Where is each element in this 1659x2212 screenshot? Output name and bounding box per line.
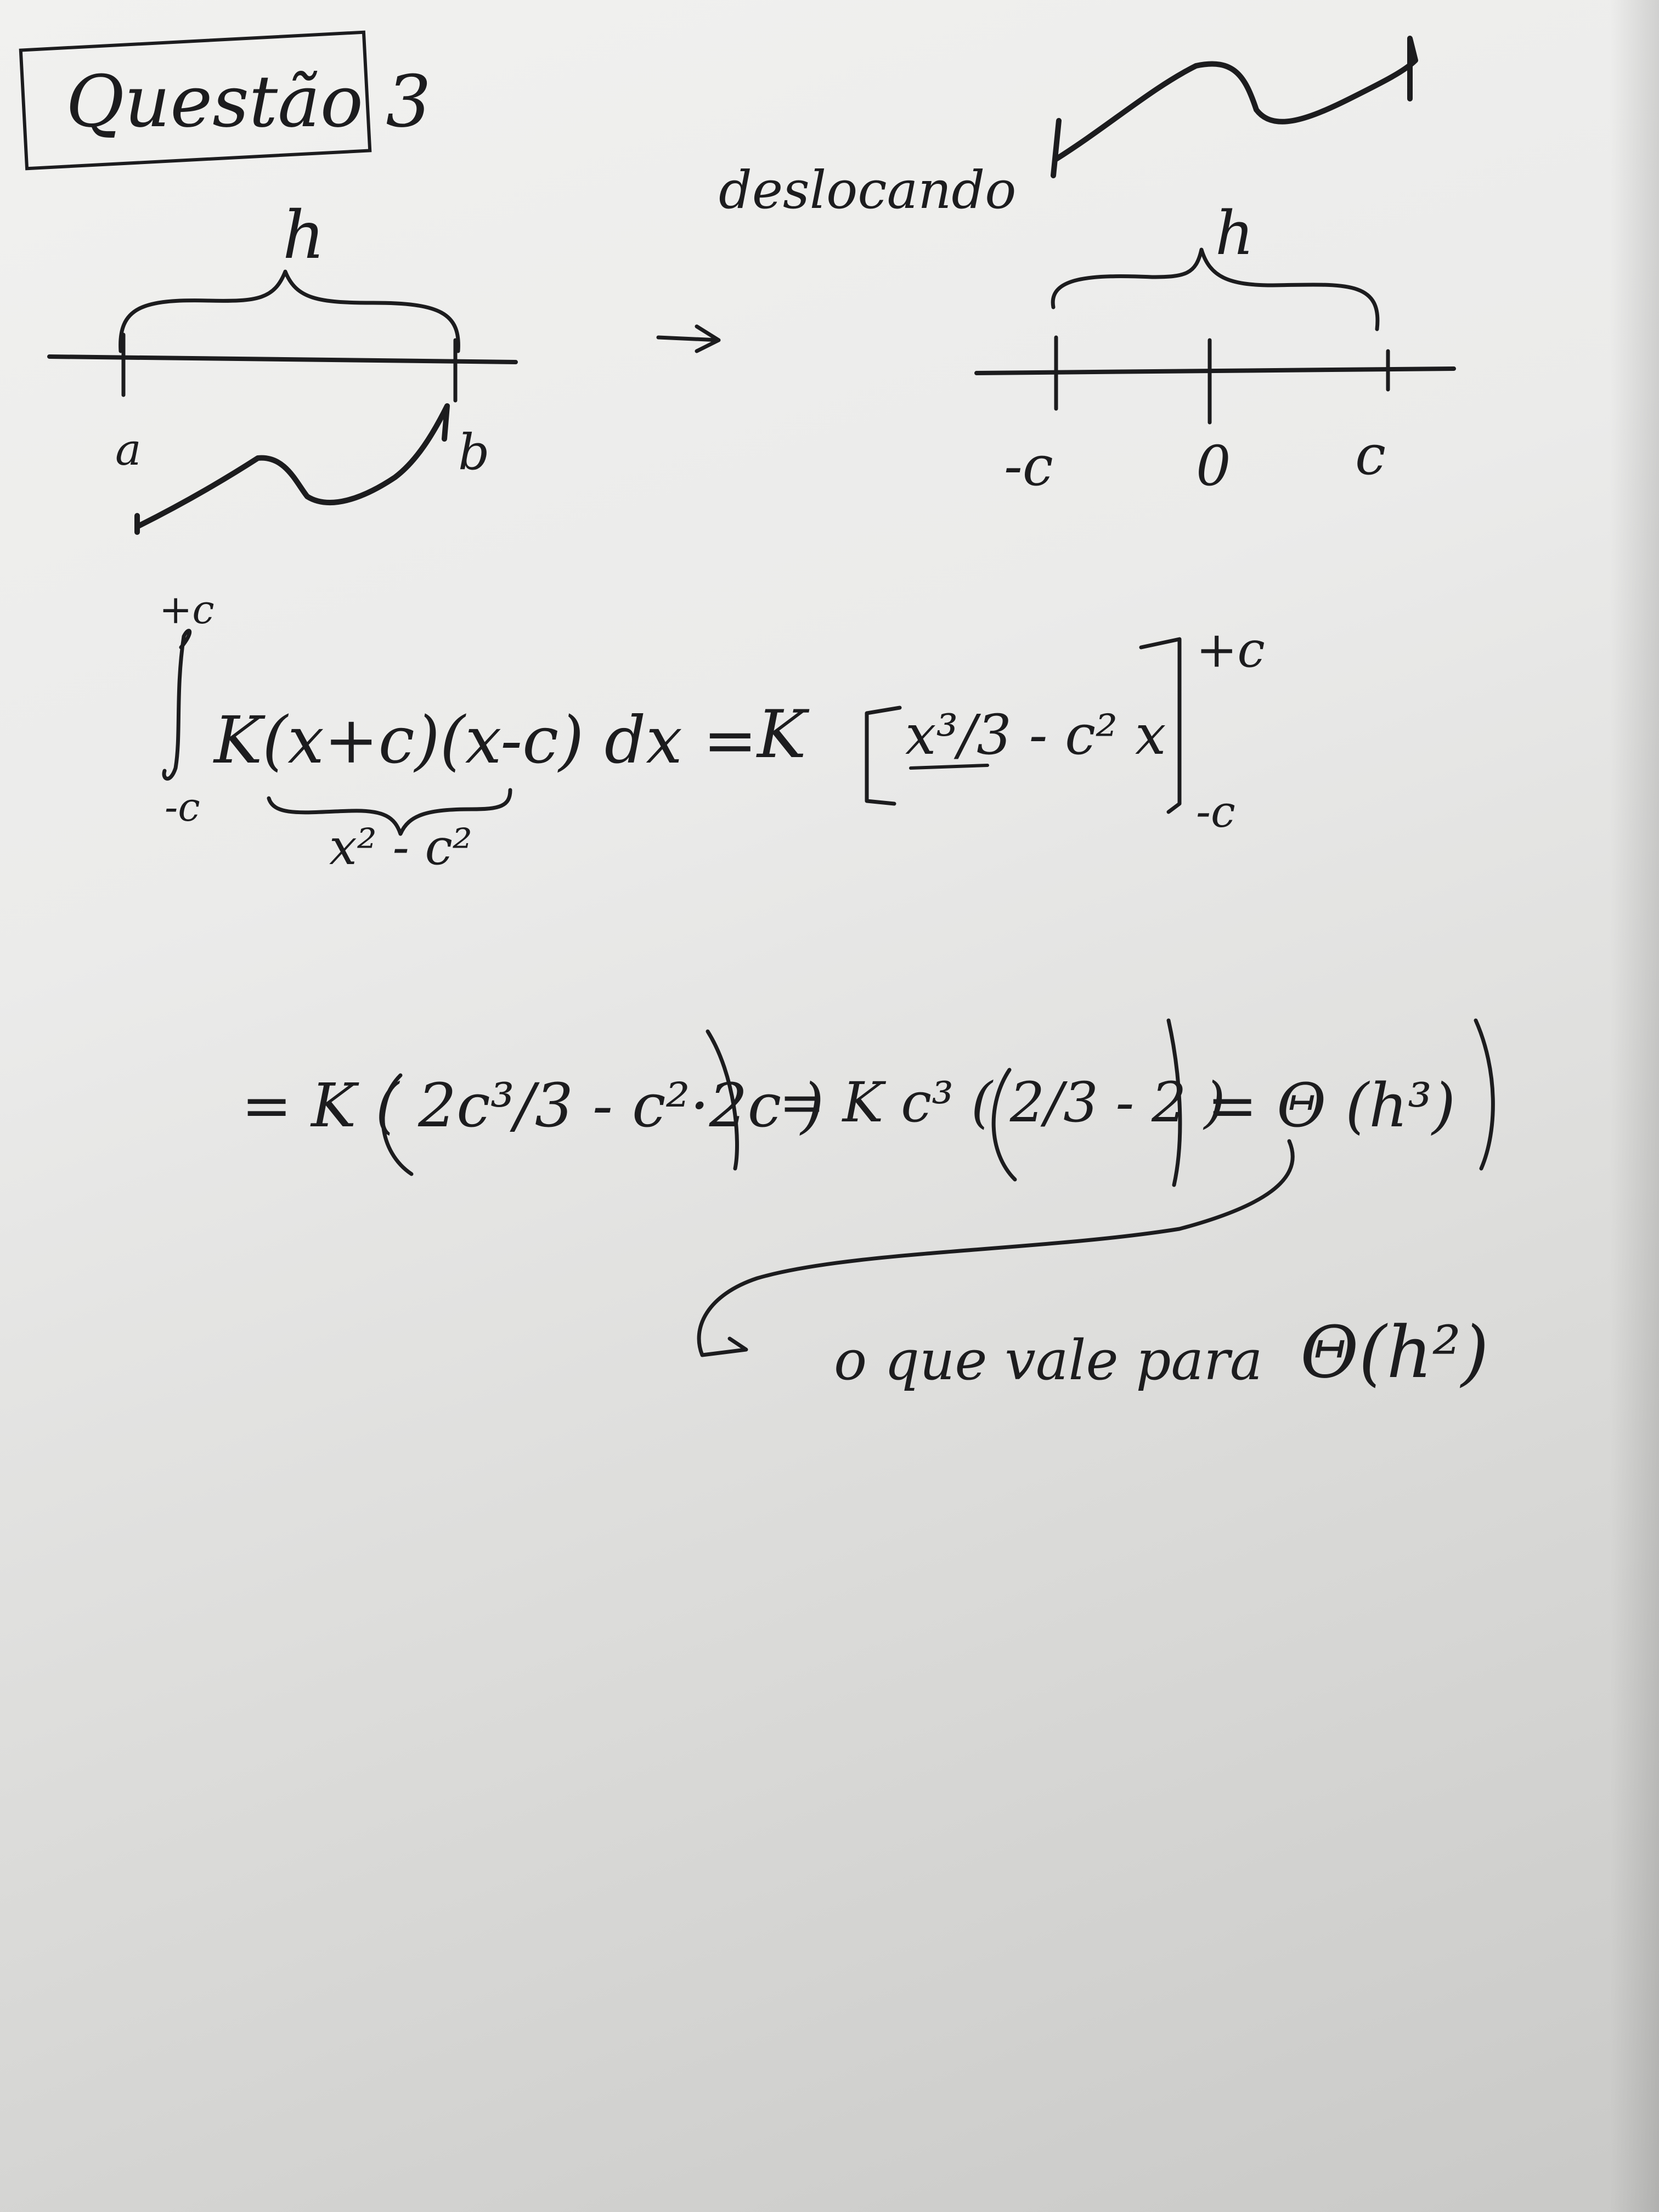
paren-close-3 [1476, 1020, 1493, 1169]
eval-upper-limit: +c [1196, 621, 1265, 679]
tick-label-minus-c: -c [1004, 434, 1053, 498]
right-width-label: h [1215, 198, 1254, 268]
note-text: o que vale para [834, 1328, 1263, 1392]
left-axis-line [49, 357, 516, 362]
left-start-label: a [115, 424, 142, 475]
note-order: Θ(h²) [1300, 1311, 1489, 1394]
left-width-label: h [283, 198, 325, 274]
underbrace-note: x² - c² [329, 819, 472, 876]
page-title: Questão 3 [66, 60, 431, 143]
line2-part2: = K c³ ( 2/3 - 2 ) [779, 1070, 1226, 1135]
shift-label: deslocando [719, 160, 1017, 221]
shift-arrow [658, 326, 719, 351]
integral-sign [164, 631, 190, 779]
right-function-curve [1053, 38, 1415, 176]
note-connector-arrow [699, 1141, 1293, 1355]
line2-part3: = Θ (h³) [1207, 1070, 1456, 1141]
rhs-coefficient: K [757, 697, 806, 773]
left-width-brace [121, 272, 459, 351]
eval-lower-limit: -c [1196, 786, 1235, 837]
tick-label-c: c [1355, 423, 1386, 487]
left-function-curve [137, 406, 447, 532]
integral-upper-limit: +c [159, 586, 215, 633]
left-end-label: b [458, 424, 490, 481]
bracket-content: x³/3 - c² x [905, 703, 1166, 767]
eval-open-bracket [867, 708, 900, 804]
right-axis-line [977, 369, 1454, 373]
integrand: K(x+c)(x-c) dx = [214, 702, 758, 778]
integral-lower-limit: -c [165, 784, 200, 830]
line2-part1: = K ( 2c³/3 - c²·2c ) [241, 1070, 825, 1141]
tick-label-zero: 0 [1196, 434, 1231, 498]
